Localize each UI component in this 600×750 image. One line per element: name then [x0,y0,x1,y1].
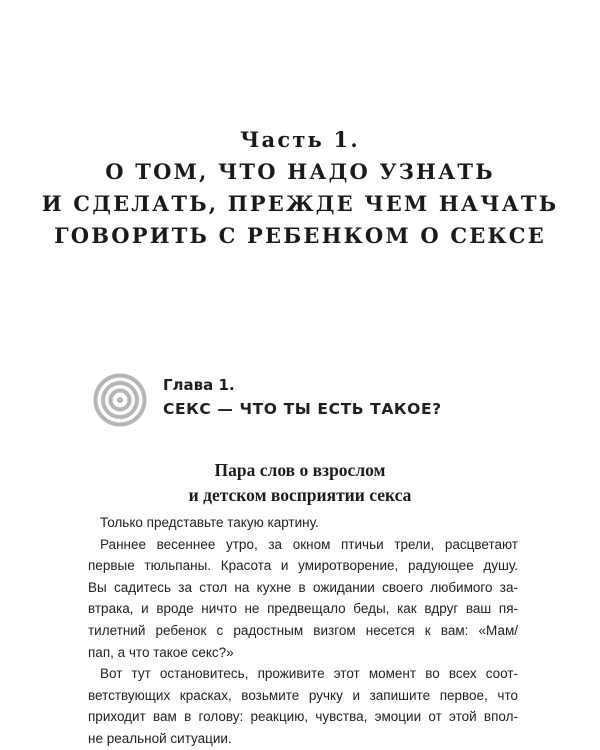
paragraph [88,663,518,749]
text-line: пап, а что такое секс?» [88,644,234,660]
body-text [88,512,518,750]
chapter-number: Глава 1. [163,376,235,394]
text-line: приходит вам в голову: реакцию, чувства, эмоции от этой впол- [88,709,518,725]
text-line: Вы садитесь за стол на кухне в ожидании своего любимого за- [88,579,518,595]
text-line: Вот тут остановитесь, проживите этот момент во всех соот- [100,666,518,682]
text-line: Раннее весеннее утро, за окном птичьи трели, расцветают [100,536,518,552]
text-line: Только представьте такую картину. [100,515,319,530]
section-title-line: Пара слов о взрослом [214,460,386,480]
section-title-line: и детском восприятии секса [188,485,412,505]
part-title [0,124,600,252]
text-line: тилетний ребенок с радостным визгом несется к вам: «Мам/ [88,622,518,638]
section-title [0,458,600,508]
part-title-line: ГОВОРИТЬ С РЕБЕНКОМ О СЕКСЕ [54,223,546,248]
text-line: втрака, и вроде ничто не предвещало беды, как вдруг ваш пя- [88,601,518,617]
paragraph [88,534,518,664]
chapter-text [163,374,442,422]
text-line: первые тюльпаны. Красота и умиротворение, радующее душу. [88,558,518,574]
chapter-heading [92,370,512,430]
text-line: не реальной ситуации. [88,730,232,746]
part-title-line: Часть 1. [240,127,360,152]
chapter-title: СЕКС — ЧТО ТЫ ЕСТЬ ТАКОЕ? [163,400,442,418]
part-title-line: И СДЕЛАТЬ, ПРЕЖДЕ ЧЕМ НАЧАТЬ [41,191,559,216]
paragraph [88,512,518,534]
part-title-line: О ТОМ, ЧТО НАДО УЗНАТЬ [105,159,495,184]
text-line: ветствующих красках, возьмите ручку и запишите первое, что [88,687,518,703]
concentric-circles-icon [92,372,148,428]
